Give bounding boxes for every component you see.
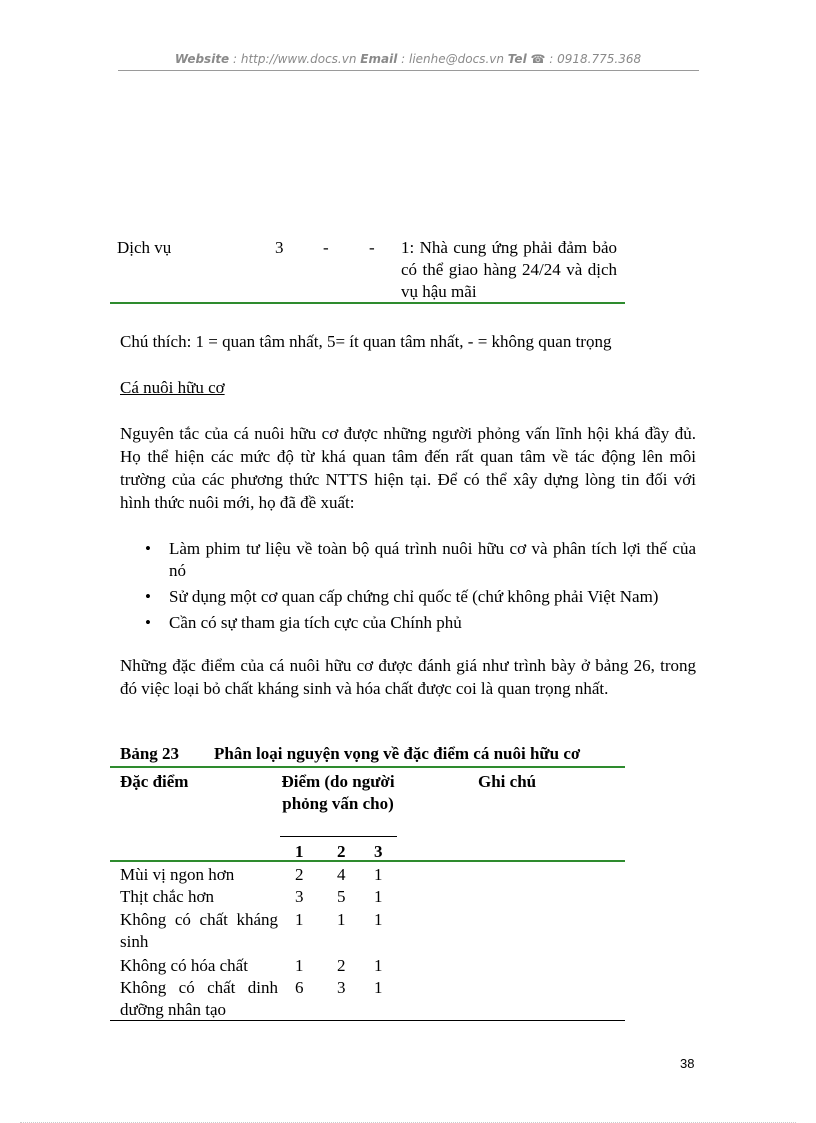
- row-score-3: 1: [374, 910, 383, 929]
- bullet-text: Cần có sự tham gia tích cực của Chính phủ: [169, 613, 462, 632]
- table-bottom-rule: [110, 1020, 625, 1021]
- subheader-score-2: 2: [337, 842, 346, 861]
- row-score-1: 1: [295, 956, 304, 975]
- table-header-rule: [110, 860, 625, 862]
- header-divider: [118, 70, 699, 71]
- table-top-rule: [110, 766, 625, 768]
- table-number: Bảng 23: [120, 744, 180, 763]
- top-table-bottom-rule: [110, 302, 625, 304]
- top-row-note: 1: Nhà cung ứng phải đảm bảo có thể giao hàng 24/24 và dịch vụ hậu mãi: [401, 238, 617, 301]
- list-item: [142, 612, 696, 634]
- row-feature: Mùi vị ngon hơn: [120, 865, 235, 884]
- top-row-score-1: 3: [275, 238, 284, 257]
- page-header: Website : http://www.docs.vn Email : lienhe@docs.vn Tel ☎ : 0918.775.368: [174, 52, 642, 66]
- column-header-feature: Đặc điểm: [120, 772, 189, 791]
- row-feature: Không có hóa chất: [120, 956, 248, 975]
- top-row-score-3: -: [369, 238, 375, 257]
- subheader-score-1: 1: [295, 842, 304, 861]
- score-header-rule: [280, 836, 397, 837]
- bullet-text: Sử dụng một cơ quan cấp chứng chỉ quốc tế (chứ không phải Việt Nam): [169, 587, 659, 606]
- row-score-3: 1: [374, 978, 383, 997]
- list-item: [142, 538, 696, 582]
- bullet-icon: •: [145, 613, 151, 632]
- row-score-1: 1: [295, 910, 304, 929]
- website-label: Website: [174, 52, 230, 66]
- tel-label: Tel: [507, 52, 527, 66]
- row-feature: Thịt chắc hơn: [120, 887, 214, 906]
- phone-icon: ☎: [530, 52, 546, 66]
- row-score-1: 6: [295, 978, 304, 997]
- list-item: [142, 586, 696, 608]
- bullet-icon: •: [145, 587, 151, 606]
- top-row-score-2: -: [323, 238, 329, 257]
- page-number: 38: [680, 1056, 695, 1071]
- row-score-2: 1: [337, 910, 346, 929]
- bullet-text: Làm phim tư liệu về toàn bộ quá trình nuôi hữu cơ và phân tích lợi thế của nó: [169, 539, 696, 580]
- paragraph-intro: Nguyên tắc của cá nuôi hữu cơ được những người phỏng vấn lĩnh hội khá đầy đủ. Họ thể hiện các mức độ từ khá quan tâm đến rất quan tâm về tác động lên môi trường của các phương thức NTTS hiện tại. Để có thể xây dựng lòng tin đối với hình thức nuôi mới, họ đã đề xuất:: [120, 424, 696, 512]
- row-feature: Không có chất dinh dưỡng nhân tạo: [120, 978, 278, 1019]
- email-address[interactable]: lienhe@docs.vn: [408, 52, 504, 66]
- bullet-icon: •: [145, 539, 151, 558]
- row-feature: Không có chất kháng sinh: [120, 910, 278, 951]
- bullet-list: [142, 538, 696, 638]
- row-score-2: 5: [337, 887, 346, 906]
- column-header-note: Ghi chú: [478, 772, 537, 791]
- email-label: Email: [360, 52, 398, 66]
- table-title: Phân loại nguyện vọng về đặc điểm cá nuôi hữu cơ: [214, 744, 581, 763]
- row-score-2: 4: [337, 865, 346, 884]
- row-score-3: 1: [374, 956, 383, 975]
- subheader-score-3: 3: [374, 842, 383, 861]
- row-score-1: 3: [295, 887, 304, 906]
- section-title: Cá nuôi hữu cơ: [120, 378, 225, 397]
- legend-note: Chú thích: 1 = quan tâm nhất, 5= ít quan tâm nhất, - = không quan trọng: [120, 332, 612, 351]
- row-score-2: 3: [337, 978, 346, 997]
- row-score-2: 2: [337, 956, 346, 975]
- website-url[interactable]: http://www.docs.vn: [240, 52, 357, 66]
- row-score-3: 1: [374, 887, 383, 906]
- top-row-label: Dịch vụ: [117, 238, 172, 257]
- row-score-3: 1: [374, 865, 383, 884]
- tel-number: 0918.775.368: [557, 52, 642, 66]
- column-header-score: Điểm (do người phỏng vấn cho): [281, 772, 395, 813]
- paragraph-summary: Những đặc điểm của cá nuôi hữu cơ được đánh giá như trình bày ở bảng 26, trong đó việc loại bỏ chất kháng sinh và hóa chất được coi là quan trọng nhất.: [120, 656, 696, 698]
- row-score-1: 2: [295, 865, 304, 884]
